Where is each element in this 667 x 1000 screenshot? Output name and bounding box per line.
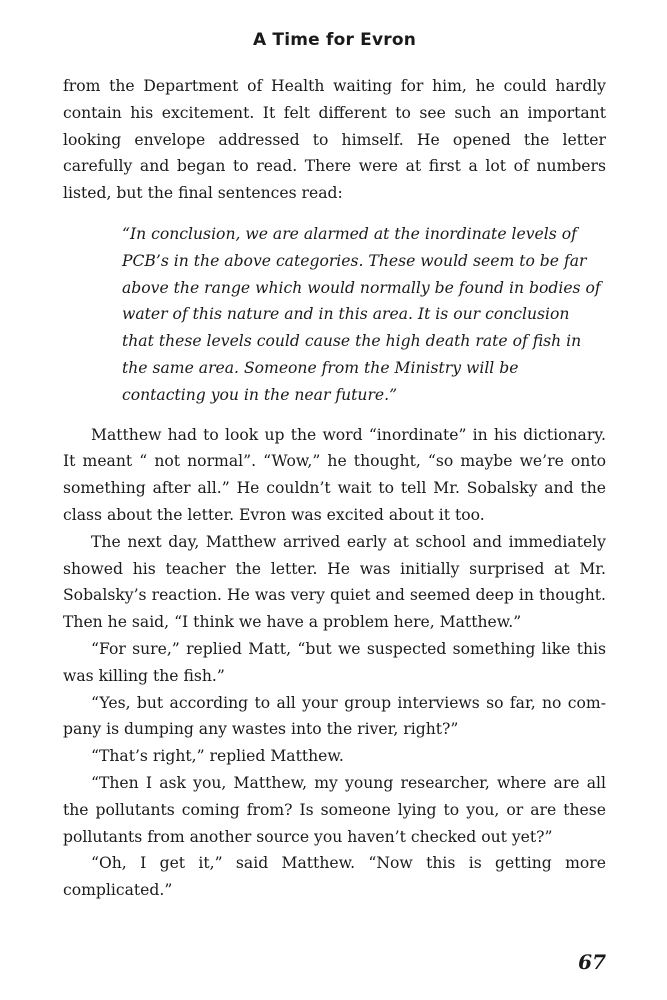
page-number: 67 (578, 950, 606, 974)
paragraph-4: “For sure,” replied Matt, “but we suspected something like this was killing the fish.” (63, 639, 606, 685)
paragraph-1: from the Department of Health waiting for him, he could hardly contain his excitement. It felt different to see such an important looking envelope addressed to himself. He opened the letter carefully and began to read. There were at first a lot of numbers listed, but the final sentences read: (63, 77, 606, 203)
paragraph-2: Matthew had to look up the word “inordinate” in his dictionary. It meant “ not normal”. “Wow,” he thought, “so maybe we’re onto something after all.” He couldn’t wait to tell Mr. Sobalsky and the class about the letter. Evron was excited about it too. (63, 425, 606, 524)
paragraph-5: “Yes, but according to all your group interviews so far, no company is dumping any wastes into the river, right?” (63, 693, 606, 739)
block-quote (63, 221, 606, 409)
body-text (63, 73, 606, 904)
book-page (63, 0, 606, 1000)
paragraph-7: “Then I ask you, Matthew, my young researcher, where are all the pollutants coming from? Is someone lying to you, or are these pollutants from another source you haven’t checked out yet?” (63, 773, 606, 846)
quote-text: “In conclusion, we are alarmed at the inordinate levels of PCB’s in the above categories. These would seem to be far above the range which would normally be found in bodies of water of this nature and in this area. It is our conclusion that these levels could cause the high death rate of fish in the same area. Someone from the Ministry will be contacting you in the near future.” (122, 224, 601, 404)
paragraph-8: “Oh, I get it,” said Matthew. “Now this is getting more complicated.” (63, 854, 606, 900)
paragraph-6: “That’s right,” replied Matthew. (91, 747, 344, 766)
paragraph-3: The next day, Matthew arrived early at school and immediately showed his teacher the letter. He was initially surprised at Mr. Sobalsky’s reaction. He was very quiet and seemed deep in thought. Then he said, “I think we have a problem here, Matthew.” (63, 532, 606, 632)
running-header: A Time for Evron (252, 30, 417, 50)
